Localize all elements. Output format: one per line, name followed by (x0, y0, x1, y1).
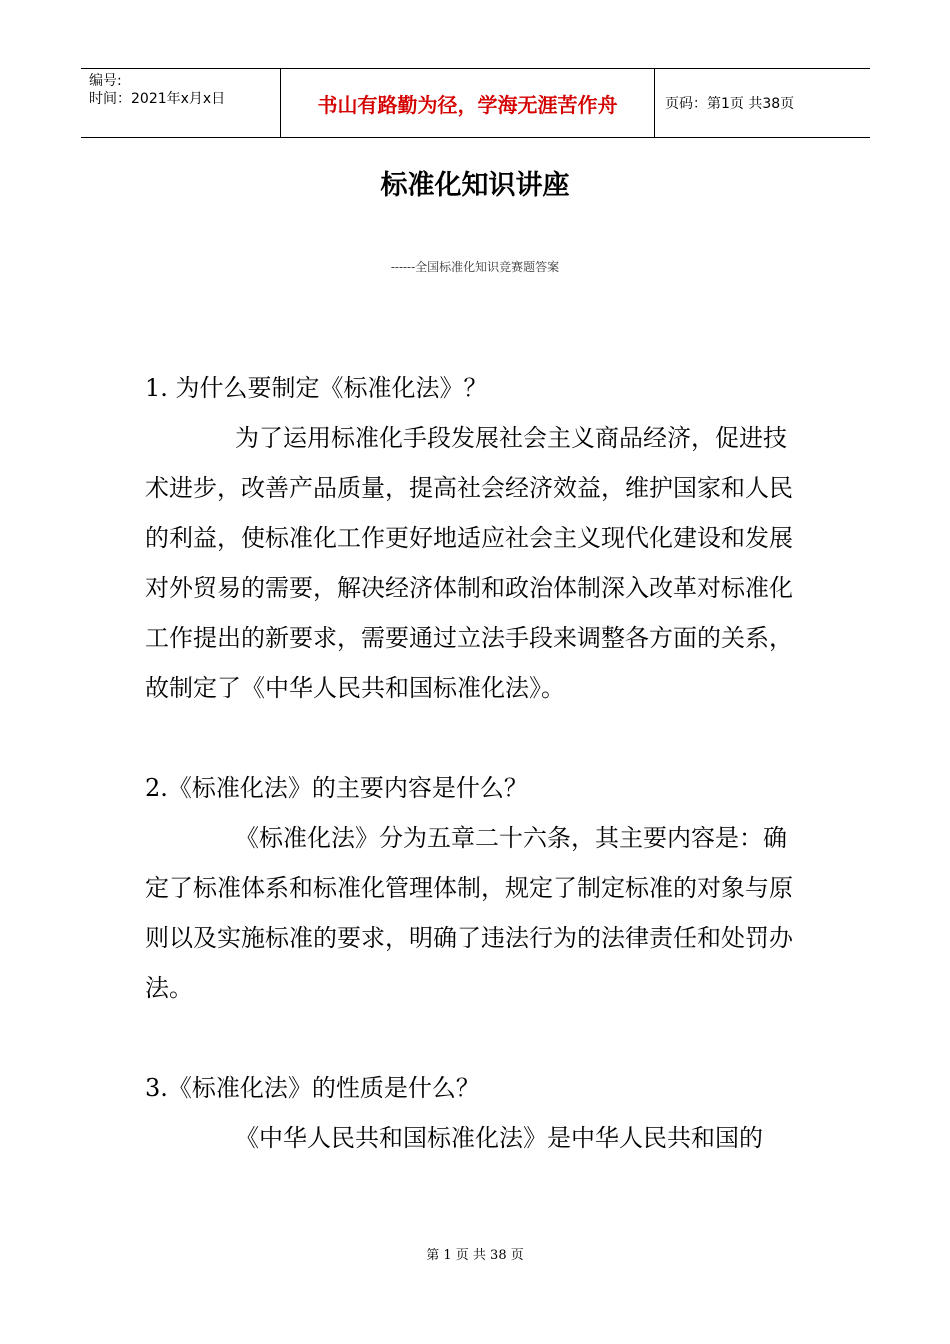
section-spacer (145, 1013, 805, 1063)
answer-1: 为了运用标准化手段发展社会主义商品经济，促进技术进步，改善产品质量，提高社会经济效益，维护国家和人民的利益，使标准化工作更好地适应社会主义现代化建设和发展对外贸易的需要，解决经济体制和政治体制深入改革对标准化工作提出的新要求，需要通过立法手段来调整各方面的关系，故制定了《中华人民共和国标准化法》。 (145, 424, 793, 702)
page-info: 页码：第1页 共38页 (665, 96, 795, 112)
time-label: 时间：2021年x月x日 (89, 91, 226, 107)
answer-3: 《中华人民共和国标准化法》是中华人民共和国的 (235, 1124, 763, 1152)
section-spacer (145, 713, 805, 763)
document-title: 标准化知识讲座 (380, 170, 570, 201)
question-3: 3.《标准化法》的性质是什么？ (145, 1074, 480, 1102)
question-1: 1. 为什么要制定《标准化法》？ (145, 374, 488, 402)
header-meta-cell (81, 69, 281, 137)
document-subtitle: ------全国标准化知识竞赛题答案 (390, 260, 560, 274)
motto-text: 书山有路勤为径，学海无涯苦作舟 (317, 93, 618, 117)
question-2: 2.《标准化法》的主要内容是什么？ (145, 774, 528, 802)
document-header (81, 68, 870, 138)
answer-2: 《标准化法》分为五章二十六条，其主要内容是：确定了标准体系和标准化管理体制，规定了制定标准的对象与原则以及实施标准的要求，明确了违法行为的法律责任和处罚办法。 (145, 824, 793, 1002)
header-page-cell (655, 69, 870, 137)
code-label: 编号: (89, 73, 122, 89)
document-body (145, 363, 805, 1163)
page-footer: 第 1 页 共 38 页 (426, 1248, 524, 1263)
header-motto-cell (281, 69, 655, 137)
